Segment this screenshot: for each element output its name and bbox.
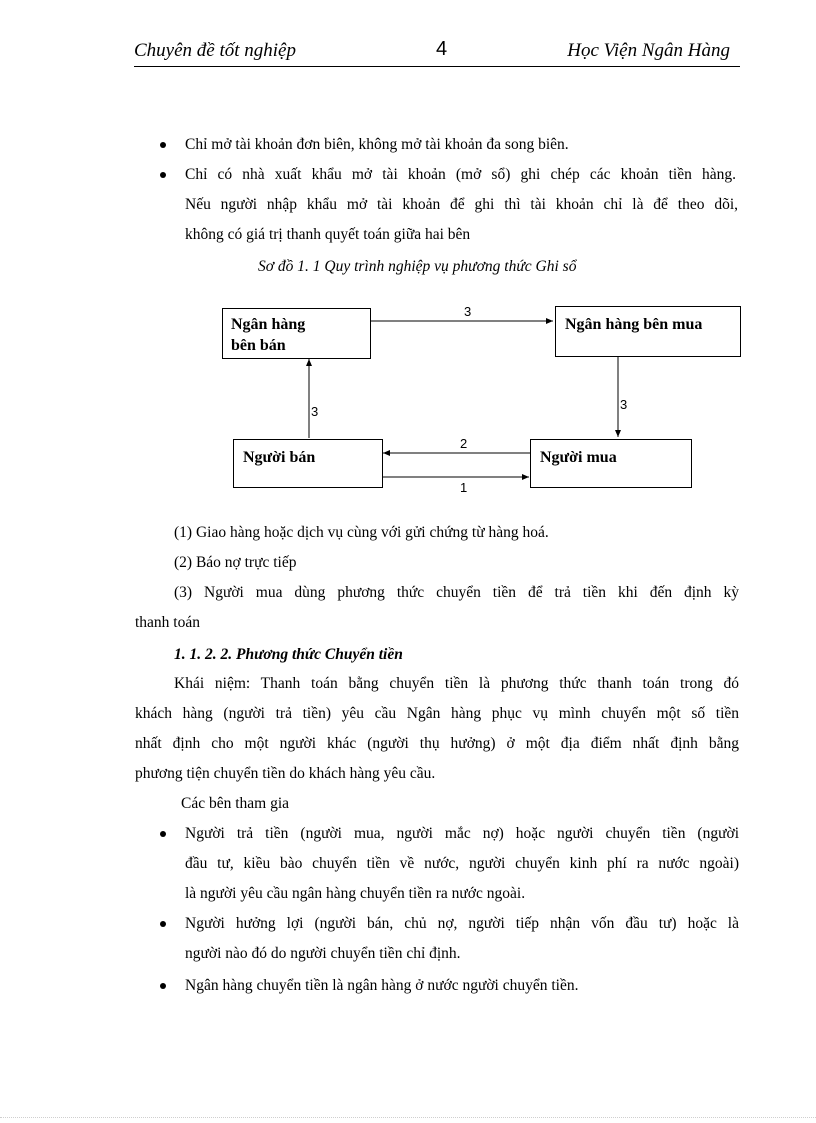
diagram-caption: Sơ đồ 1. 1 Quy trình nghiệp vụ phương thức Ghi sổ (258, 258, 577, 275)
arrow-label: 1 (460, 480, 468, 495)
note-line: (1) Giao hàng hoặc dịch vụ cùng với gửi chứng từ hàng hoá. (174, 524, 549, 541)
bullet-text-continuation: là người yêu cầu ngân hàng chuyển tiền ra nước ngoài. (185, 885, 526, 902)
section-heading: 1. 1. 2. 2. Phương thức Chuyển tiền (174, 646, 403, 663)
bullet-dot (160, 831, 166, 837)
bullet-text-continuation: người nào đó do người chuyển tiền chỉ định. (185, 945, 461, 962)
diagram-arrows (0, 0, 816, 520)
bullet-text: Chỉ có nhà xuất khẩu mở tài khoản (mở sổ) ghi chép các khoản tiền hàng. (185, 166, 736, 183)
paragraph-line: phương tiện chuyển tiền do khách hàng yêu cầu. (135, 765, 436, 782)
arrow-label: 2 (460, 436, 468, 451)
arrow-label: 3 (620, 397, 628, 412)
arrow-label: 3 (311, 404, 319, 419)
bullet-text: Ngân hàng chuyển tiền là ngân hàng ở nước người chuyển tiền. (185, 977, 579, 994)
note-line-continuation: thanh toán (135, 614, 200, 631)
paragraph-line: nhất định cho một người khác (người thụ hưởng) ở một địa điểm nhất định bằng (135, 735, 739, 752)
bullet-text: Người hưởng lợi (người bán, chủ nợ, người tiếp nhận vốn đầu tư) hoặc là (185, 915, 739, 932)
node-seller-bank-label: bên bán (231, 337, 286, 354)
bullet-dot (160, 983, 166, 989)
bullet-text-continuation: không có giá trị thanh quyết toán giữa hai bên (185, 226, 471, 243)
paragraph-line: khách hàng (người trả tiền) yêu cầu Ngân hàng phục vụ mình chuyển một số tiền (135, 705, 739, 722)
bullet-dot (160, 921, 166, 927)
node-buyer-label: Người mua (540, 449, 617, 466)
note-line: (2) Báo nợ trực tiếp (174, 554, 297, 571)
header-title-left: Chuyên đề tốt nghiệp (134, 40, 296, 61)
arrow-label: 3 (464, 304, 472, 319)
bullet-text-continuation: đầu tư, kiều bào chuyển tiền về nước, người chuyển kinh phí ra nước ngoài) (185, 855, 739, 872)
note-line: (3) Người mua dùng phương thức chuyển tiền để trả tiền khi đến định kỳ (174, 584, 739, 601)
bullet-text: Chỉ mở tài khoản đơn biên, không mở tài khoản đa song biên. (185, 136, 569, 153)
node-seller-label: Người bán (243, 449, 316, 466)
paragraph-line: Khái niệm: Thanh toán bằng chuyển tiền là phương thức thanh toán trong đó (174, 675, 739, 692)
header-title-right: Học Viện Ngân Hàng (567, 40, 730, 61)
page-bottom-divider (0, 1117, 816, 1118)
bullet-text: Người trả tiền (người mua, người mắc nợ) hoặc người chuyển tiền (người (185, 825, 739, 842)
page-number: 4 (436, 38, 448, 60)
node-seller-bank-label: Ngân hàng (231, 316, 306, 333)
parties-heading: Các bên tham gia (181, 795, 290, 812)
bullet-text-continuation: Nếu người nhập khẩu mở tài khoản để ghi thì tài khoản chỉ là để theo dõi, (185, 196, 738, 213)
node-buyer-bank-label: Ngân hàng bên mua (565, 316, 703, 333)
